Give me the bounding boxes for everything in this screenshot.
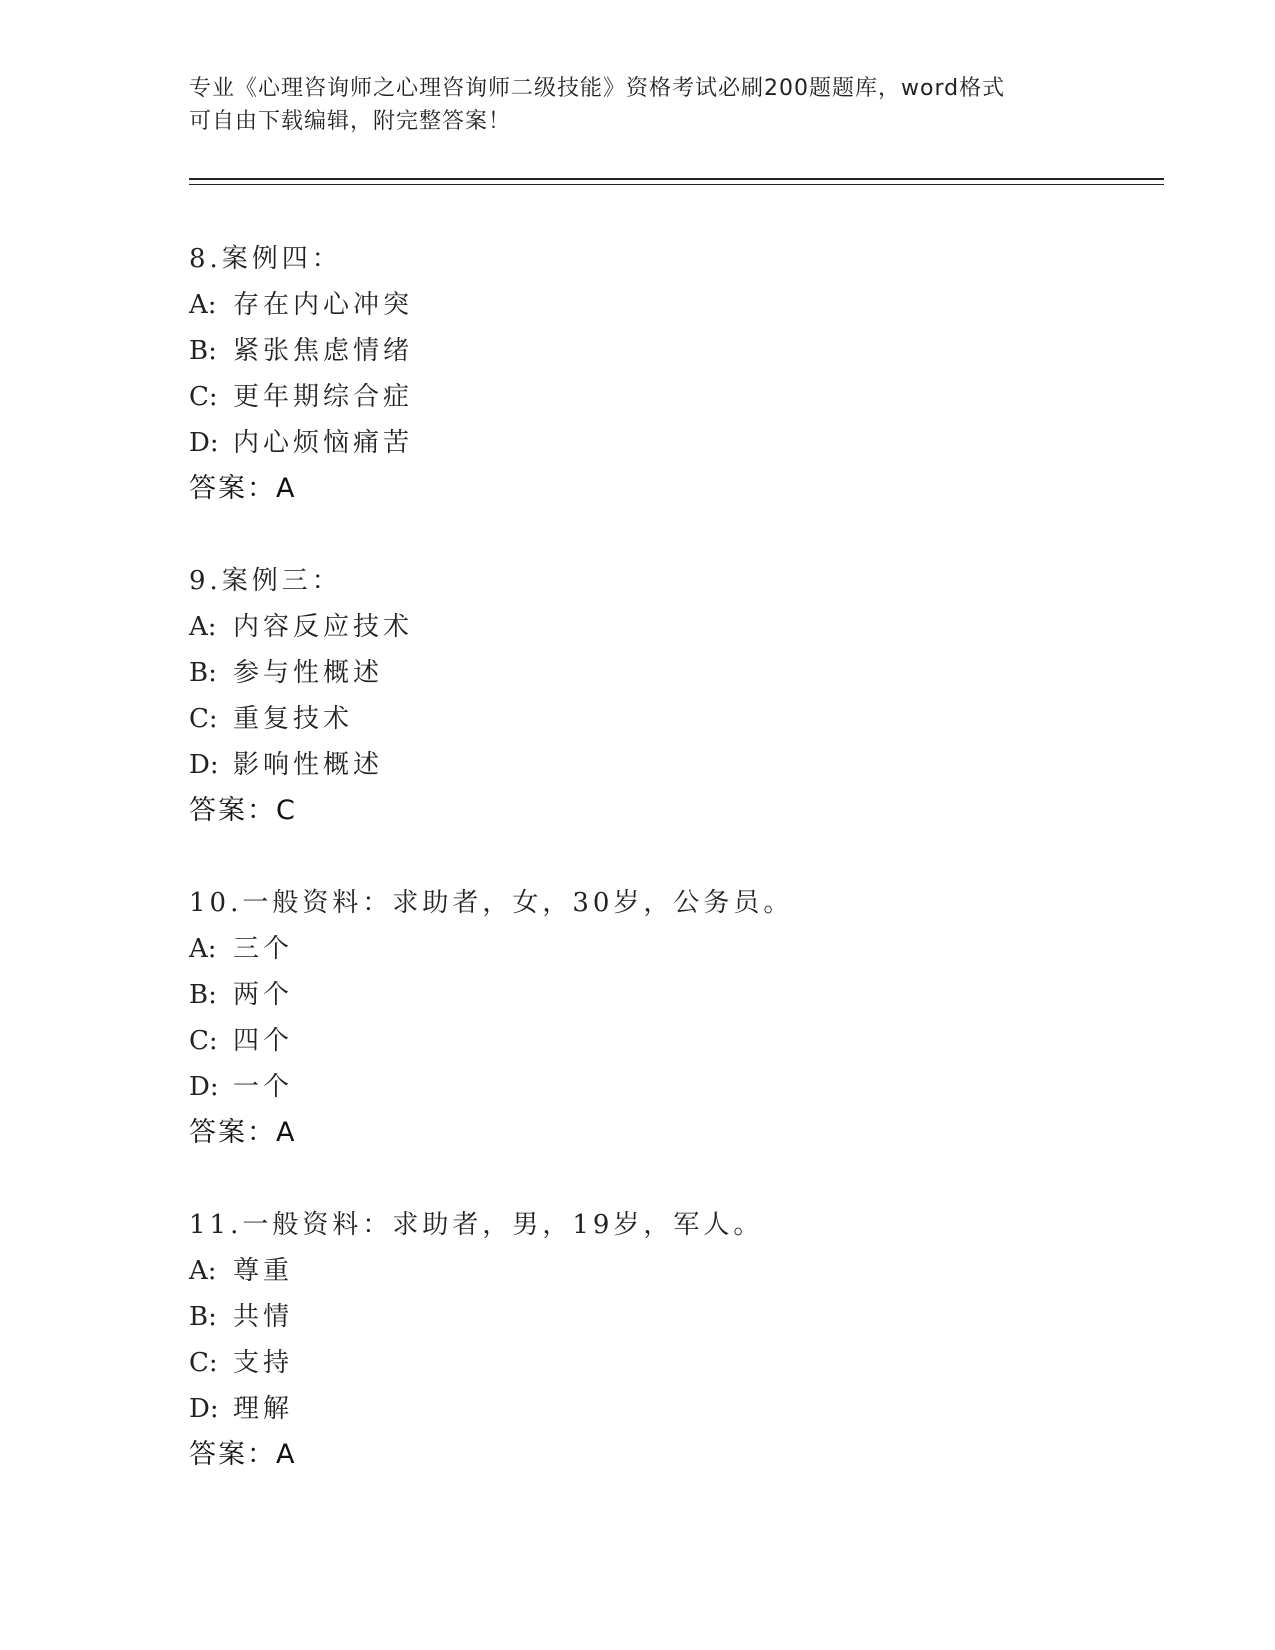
option-a <box>189 604 1164 650</box>
option-letter: B: <box>189 658 217 688</box>
option-d <box>189 742 1164 788</box>
option-text: 紧张焦虑情绪 <box>233 336 414 366</box>
option-letter: B: <box>189 980 217 1010</box>
option-letter: D: <box>189 428 219 458</box>
option-letter: A: <box>189 934 217 964</box>
option-a <box>189 1248 1164 1294</box>
option-a <box>189 282 1164 328</box>
option-c <box>189 1018 1164 1064</box>
option-letter: C: <box>189 382 218 412</box>
question-list <box>189 236 1164 1524</box>
option-text: 存在内心冲突 <box>233 290 414 320</box>
question-9 <box>189 558 1164 834</box>
option-c <box>189 374 1164 420</box>
option-d <box>189 420 1164 466</box>
option-b <box>189 972 1164 1018</box>
option-letter: B: <box>189 336 217 366</box>
question-stem: 9.案例三： <box>189 566 342 596</box>
question-11 <box>189 1202 1164 1478</box>
header-line-2: 可自由下载编辑，附完整答案！ <box>189 109 512 134</box>
option-c <box>189 1340 1164 1386</box>
option-text: 理解 <box>233 1394 294 1424</box>
option-letter: C: <box>189 1348 218 1378</box>
option-text: 尊重 <box>233 1256 294 1286</box>
option-text: 四个 <box>233 1026 294 1056</box>
option-text: 一个 <box>233 1072 294 1102</box>
option-d <box>189 1064 1164 1110</box>
question-stem: 11.一般资料：求助者，男，19岁，军人。 <box>189 1210 764 1240</box>
question-stem: 8.案例四： <box>189 244 342 274</box>
option-text: 两个 <box>233 980 294 1010</box>
option-text: 内容反应技术 <box>233 612 414 642</box>
option-letter: A: <box>189 1256 217 1286</box>
option-letter: C: <box>189 1026 218 1056</box>
option-text: 参与性概述 <box>233 658 384 688</box>
option-text: 内心烦恼痛苦 <box>233 428 414 458</box>
option-text: 重复技术 <box>233 704 354 734</box>
header-divider-thick <box>189 178 1164 180</box>
header-divider-thin <box>189 184 1164 185</box>
option-text: 支持 <box>233 1348 294 1378</box>
option-b <box>189 1294 1164 1340</box>
answer-line: 答案：A <box>189 473 297 504</box>
option-d <box>189 1386 1164 1432</box>
option-b <box>189 328 1164 374</box>
option-text: 影响性概述 <box>233 750 384 780</box>
header-line-1: 专业《心理咨询师之心理咨询师二级技能》资格考试必刷200题题库，word格式 <box>189 76 1006 101</box>
option-letter: D: <box>189 750 219 780</box>
option-b <box>189 650 1164 696</box>
option-letter: A: <box>189 612 217 642</box>
option-letter: C: <box>189 704 218 734</box>
document-header <box>189 72 1089 138</box>
option-letter: D: <box>189 1394 219 1424</box>
question-8 <box>189 236 1164 512</box>
option-text: 更年期综合症 <box>233 382 414 412</box>
question-stem: 10.一般资料：求助者，女，30岁，公务员。 <box>189 888 794 918</box>
option-text: 共情 <box>233 1302 294 1332</box>
question-10 <box>189 880 1164 1156</box>
option-a <box>189 926 1164 972</box>
option-letter: B: <box>189 1302 217 1332</box>
option-c <box>189 696 1164 742</box>
answer-line: 答案：A <box>189 1439 297 1470</box>
answer-line: 答案：C <box>189 795 297 826</box>
answer-line: 答案：A <box>189 1117 297 1148</box>
option-text: 三个 <box>233 934 294 964</box>
option-letter: D: <box>189 1072 219 1102</box>
option-letter: A: <box>189 290 217 320</box>
